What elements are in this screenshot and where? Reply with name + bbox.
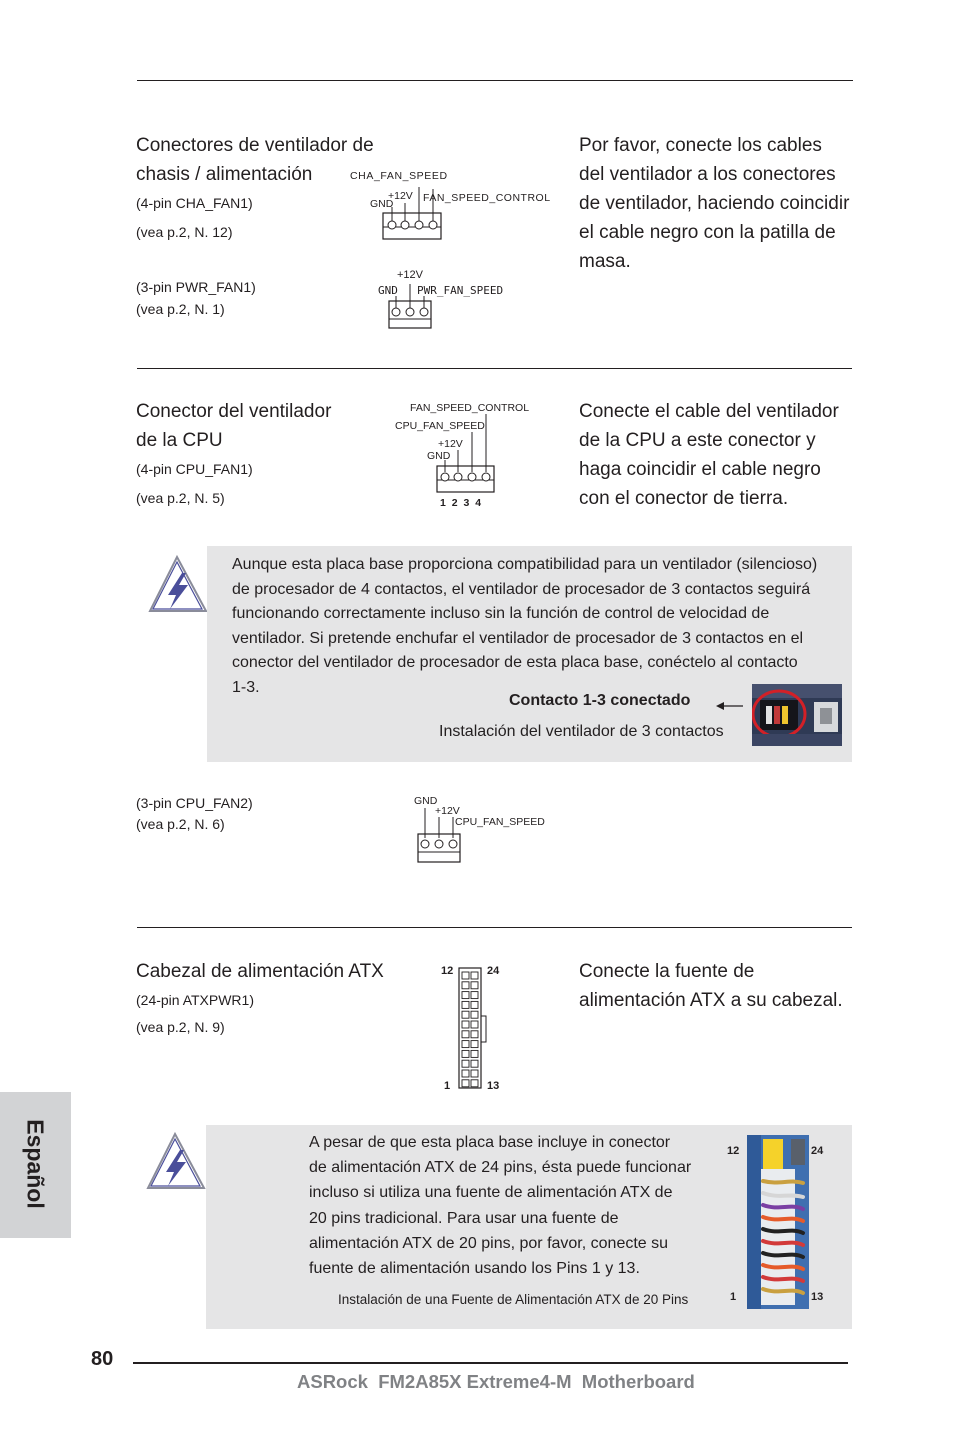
language-tab bbox=[0, 1092, 71, 1238]
fan-connector-photo bbox=[752, 684, 842, 746]
v12-label: +12V bbox=[435, 805, 460, 817]
cha-fan1-diagram bbox=[345, 165, 560, 245]
cha-fan-speed-label: CHA_FAN_SPEED bbox=[350, 170, 448, 182]
atx-pin bbox=[462, 1031, 469, 1038]
atx-ref: (vea p.2, N. 9) bbox=[136, 1019, 225, 1035]
note-line: ventilador. Si pretende enchufar el ventilador de procesador de 3 contactos en el bbox=[232, 629, 804, 647]
atx-20pin-photo bbox=[747, 1135, 809, 1309]
atx-title: Cabezal de alimentación ATX bbox=[136, 961, 384, 982]
cpu-fan2-pin: (3-pin CPU_FAN2) bbox=[136, 795, 253, 811]
note-line: de procesador de 4 contactos, el ventilador de procesador de 3 contactos seguirá bbox=[232, 580, 811, 598]
pwr-fan1-diagram bbox=[372, 264, 522, 334]
page-number: 80 bbox=[91, 1348, 114, 1370]
atx-pin bbox=[471, 982, 478, 989]
photo-label-1: 1 bbox=[730, 1291, 737, 1303]
gnd-label: GND bbox=[427, 450, 451, 462]
desc-line: con el conector de tierra. bbox=[579, 488, 789, 509]
cpu-fan1-pin: (4-pin CPU_FAN1) bbox=[136, 461, 253, 477]
note-line: A pesar de que esta placa base incluye in conector bbox=[309, 1134, 671, 1151]
atx-pin: (24-pin ATXPWR1) bbox=[136, 992, 254, 1008]
v12-label: +12V bbox=[397, 269, 423, 281]
desc-line: Conecte el cable del ventilador bbox=[579, 401, 839, 422]
atx-pin bbox=[462, 1021, 469, 1028]
desc-line: alimentación ATX a su cabezal. bbox=[579, 990, 843, 1011]
cha-fan1-ref: (vea p.2, N. 12) bbox=[136, 224, 233, 240]
warning-icon bbox=[146, 553, 210, 615]
footer-product: ASRock FM2A85X Extreme4-M Motherboard bbox=[297, 1371, 695, 1392]
cpu-fan-speed-label: CPU_FAN_SPEED bbox=[395, 420, 485, 432]
atx-pin bbox=[471, 1031, 478, 1038]
atx-pin bbox=[471, 1041, 478, 1048]
cpu-fan-speed-label: CPU_FAN_SPEED bbox=[455, 816, 545, 828]
v12-label: +12V bbox=[438, 438, 463, 450]
atx-pin bbox=[462, 972, 469, 979]
note-line: conector del ventilador de procesador de esta placa base, conéctelo al contacto bbox=[232, 654, 798, 672]
top-rule bbox=[137, 80, 853, 81]
atx-pin bbox=[471, 1070, 478, 1077]
desc-line: masa. bbox=[579, 251, 631, 272]
footer-rule bbox=[133, 1362, 848, 1364]
fan-speed-control-label: FAN_SPEED_CONTROL bbox=[410, 402, 530, 414]
pin-numbers: 1 2 3 4 bbox=[440, 497, 483, 509]
note-line: Aunque esta placa base proporciona compatibilidad para un ventilador (silencioso) bbox=[232, 556, 818, 573]
cpu-fan1-diagram bbox=[390, 396, 540, 514]
v12-label: +12V bbox=[388, 190, 413, 202]
photo-label-24: 24 bbox=[811, 1145, 824, 1157]
cpu-title-line1: Conector del ventilador bbox=[136, 401, 332, 422]
atx-pin bbox=[462, 1070, 469, 1077]
atx-pin bbox=[462, 1001, 469, 1008]
atx-pin bbox=[462, 1080, 469, 1087]
note1-text bbox=[232, 553, 817, 701]
atx-pin bbox=[462, 1041, 469, 1048]
cpu-fan2-diagram bbox=[410, 790, 560, 866]
chassis-description bbox=[579, 131, 849, 276]
arrow-left-icon bbox=[716, 700, 744, 712]
photo-label-12: 12 bbox=[727, 1145, 740, 1157]
atx-description bbox=[579, 957, 843, 1015]
atx-pin bbox=[462, 982, 469, 989]
contacto-label: Contacto 1-3 conectado bbox=[509, 692, 691, 709]
pin-label-12: 12 bbox=[441, 965, 454, 977]
warning-icon bbox=[144, 1130, 208, 1192]
pin-label-1: 1 bbox=[444, 1080, 451, 1092]
atx-pin bbox=[471, 1060, 478, 1067]
desc-line: de ventilador, haciendo coincidir bbox=[579, 193, 850, 214]
note2-text bbox=[309, 1130, 691, 1281]
pwr-fan-speed-label: PWR_FAN_SPEED bbox=[417, 284, 504, 297]
pin-label-13: 13 bbox=[487, 1080, 500, 1092]
atx-pin bbox=[471, 992, 478, 999]
note-line: de alimentación ATX de 24 pins, ésta puede funcionar bbox=[309, 1159, 692, 1177]
desc-line: el cable negro con la patilla de bbox=[579, 222, 836, 243]
fan-speed-control-label: FAN_SPEED_CONTROL bbox=[423, 192, 551, 204]
note-line: incluso si utiliza una fuente de alimentación ATX de bbox=[309, 1184, 673, 1202]
section-divider bbox=[137, 368, 852, 369]
atx-pin bbox=[471, 1001, 478, 1008]
note2-caption: Instalación de una Fuente de Alimentación ATX de 20 Pins bbox=[338, 1292, 689, 1307]
atx-pin bbox=[462, 1011, 469, 1018]
chassis-title-line1: Conectores de ventilador de bbox=[136, 135, 374, 156]
atx-pin bbox=[471, 1021, 478, 1028]
note1-caption: Instalación del ventilador de 3 contactos bbox=[439, 723, 724, 740]
gnd-label: GND bbox=[370, 198, 394, 210]
desc-line: de la CPU a este conector y bbox=[579, 430, 816, 451]
atx-connector-diagram bbox=[436, 960, 506, 1096]
section-divider bbox=[137, 927, 852, 928]
chassis-title-line2: chasis / alimentación bbox=[136, 164, 313, 185]
gnd-label: GND bbox=[414, 795, 438, 807]
desc-line: del ventilador a los conectores bbox=[579, 164, 836, 185]
cpu-fan2-ref: (vea p.2, N. 6) bbox=[136, 816, 225, 832]
desc-line: Por favor, conecte los cables bbox=[579, 135, 822, 156]
atx-pin bbox=[462, 1050, 469, 1057]
atx-pin bbox=[462, 992, 469, 999]
atx-pin bbox=[471, 1080, 478, 1087]
note-line: 1-3. bbox=[232, 678, 260, 696]
note-line: 20 pins tradicional. Para usar una fuente de bbox=[309, 1209, 619, 1227]
language-tab-label: Español bbox=[22, 1119, 49, 1209]
desc-line: Conecte la fuente de bbox=[579, 961, 755, 982]
atx-pin bbox=[462, 1060, 469, 1067]
atx-pin bbox=[471, 1050, 478, 1057]
cpu-fan1-ref: (vea p.2, N. 5) bbox=[136, 490, 225, 506]
cha-fan1-pin: (4-pin CHA_FAN1) bbox=[136, 195, 253, 211]
cpu-title-line2: de la CPU bbox=[136, 430, 223, 451]
atx-pin bbox=[471, 1011, 478, 1018]
cpu-description bbox=[579, 397, 839, 513]
desc-line: haga coincidir el cable negro bbox=[579, 459, 821, 480]
atx-pin bbox=[471, 972, 478, 979]
note-line: funcionando correctamente incluso sin la función de control de velocidad de bbox=[232, 605, 770, 623]
pwr-fan1-pin: (3-pin PWR_FAN1) bbox=[136, 279, 256, 295]
gnd-label: GND bbox=[378, 284, 398, 297]
pin-label-24: 24 bbox=[487, 965, 500, 977]
note-line: alimentación ATX de 20 pins, por favor, conecte su bbox=[309, 1234, 669, 1252]
photo-label-13: 13 bbox=[811, 1291, 824, 1303]
pwr-fan1-ref: (vea p.2, N. 1) bbox=[136, 301, 225, 317]
note-line: fuente de alimentación usando los Pins 1 y 13. bbox=[309, 1260, 640, 1278]
